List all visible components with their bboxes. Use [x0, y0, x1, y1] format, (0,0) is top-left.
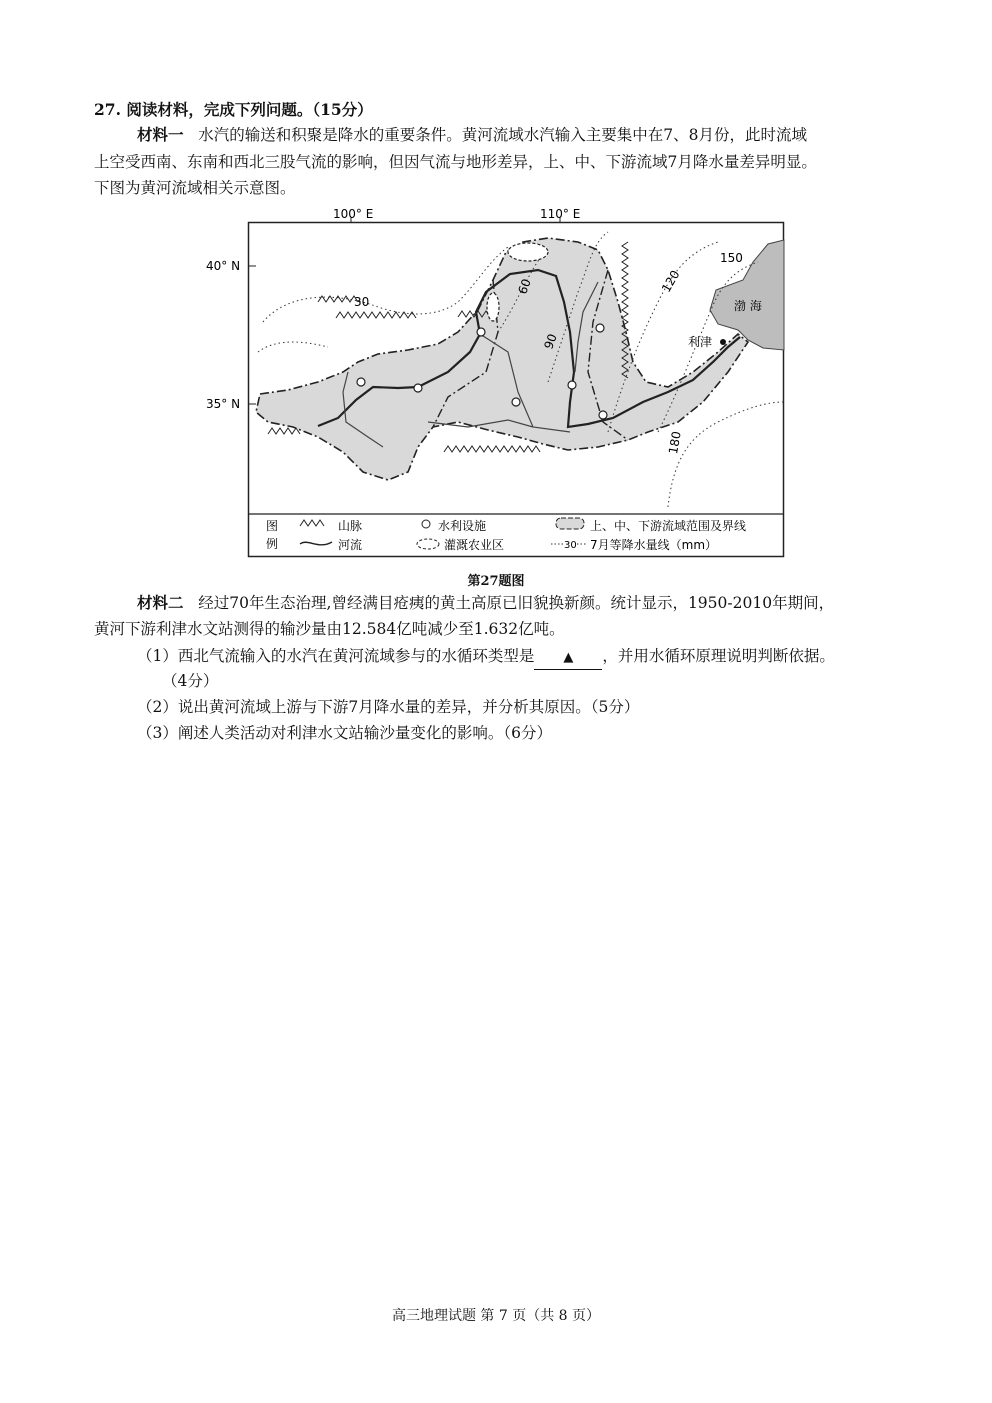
question-1: [137, 645, 835, 670]
lat-label-40: 40° N: [206, 259, 241, 273]
material2-line2: 黄河下游利津水文站测得的输沙量由12.584亿吨减少至1.632亿吨。: [94, 620, 565, 638]
facility-legend-icon: [422, 520, 430, 528]
lon-label-100: 100° E: [333, 207, 374, 221]
legend-boundary: 上、中、下游流域范围及界线: [590, 519, 747, 533]
q1-text: （1）西北气流输入的水汽在黄河流域参与的水循环类型是: [137, 647, 535, 665]
boundary-legend-icon: [556, 518, 584, 529]
material2-label: 材料二: [137, 593, 184, 612]
page-footer: 高三地理试题 第 7 页（共 8 页）: [391, 1308, 601, 1324]
irrigation-area: [487, 293, 499, 321]
isohyet-label: 120: [658, 267, 683, 295]
legend-title: 图: [266, 519, 279, 533]
material1-text1: 水汽的输送和积聚是降水的重要条件。黄河流域水汽输入主要集中在7、8月份，此时流域: [198, 126, 808, 144]
material1-line2: 上空受西南、东南和西北三股气流的影响，但因气流与地形差异，上、中、下游流域7月降水量差异明显。: [94, 153, 817, 171]
material1-line1: [137, 124, 807, 146]
isohyet-label: 30: [354, 295, 370, 309]
lon-label-110: 110° E: [540, 207, 581, 221]
question-2: （2）说出黄河流域上游与下游7月降水量的差异，并分析其原因。（5分）: [137, 698, 640, 716]
legend-isohyet: 7月等降水量线（mm）: [590, 538, 718, 552]
legend-mountain: 山脉: [338, 519, 363, 533]
isohyet-label: 60: [515, 276, 534, 297]
material2-text1: 经过70年生态治理,曾经满目疮痍的黄土高原已旧貌换新颜。统计显示，1950-2010年期间，: [198, 594, 835, 612]
legend-irrigation: 灌溉农业区: [444, 538, 505, 552]
answer-blank[interactable]: ▲: [534, 647, 602, 670]
mountain-legend-icon: [300, 520, 324, 526]
isohyet-label: 180: [666, 430, 684, 456]
legend-title: 例: [266, 537, 279, 551]
isohyet-30: [263, 247, 508, 322]
question-3: （3）阐述人类活动对利津水文站输沙量变化的影响。（6分）: [137, 724, 552, 742]
figure-caption: 第27题图: [467, 574, 525, 589]
yellow-river-basin-map: [206, 207, 788, 560]
isohyet-outer: [258, 342, 328, 352]
river-legend-icon: [300, 542, 332, 545]
sea-label: 渤 海: [734, 299, 762, 313]
lat-label-35: 35° N: [206, 397, 241, 411]
map-legend: [266, 518, 746, 552]
isohyet-label: 90: [541, 331, 560, 352]
irrigation-area: [508, 243, 548, 261]
q1-score: （4分）: [162, 672, 219, 690]
legend-river: 河流: [338, 538, 363, 552]
legend-isohyet-sample: 30: [564, 540, 577, 551]
material2-line1: [137, 592, 834, 614]
material1-line3: 下图为黄河流域相关示意图。: [94, 179, 296, 197]
isohyet-180: [668, 402, 784, 507]
q1-rest: ，并用水循环原理说明判断依据。: [602, 647, 835, 665]
material1-label: 材料一: [137, 125, 184, 144]
isohyet-label: 150: [720, 251, 743, 265]
station-label: 利津: [688, 335, 713, 349]
lijin-station-marker: [720, 339, 726, 345]
legend-facility: 水利设施: [438, 519, 487, 533]
question-heading: 27. 阅读材料，完成下列问题。（15分）: [94, 100, 373, 119]
irrigation-legend-icon: [417, 539, 439, 549]
